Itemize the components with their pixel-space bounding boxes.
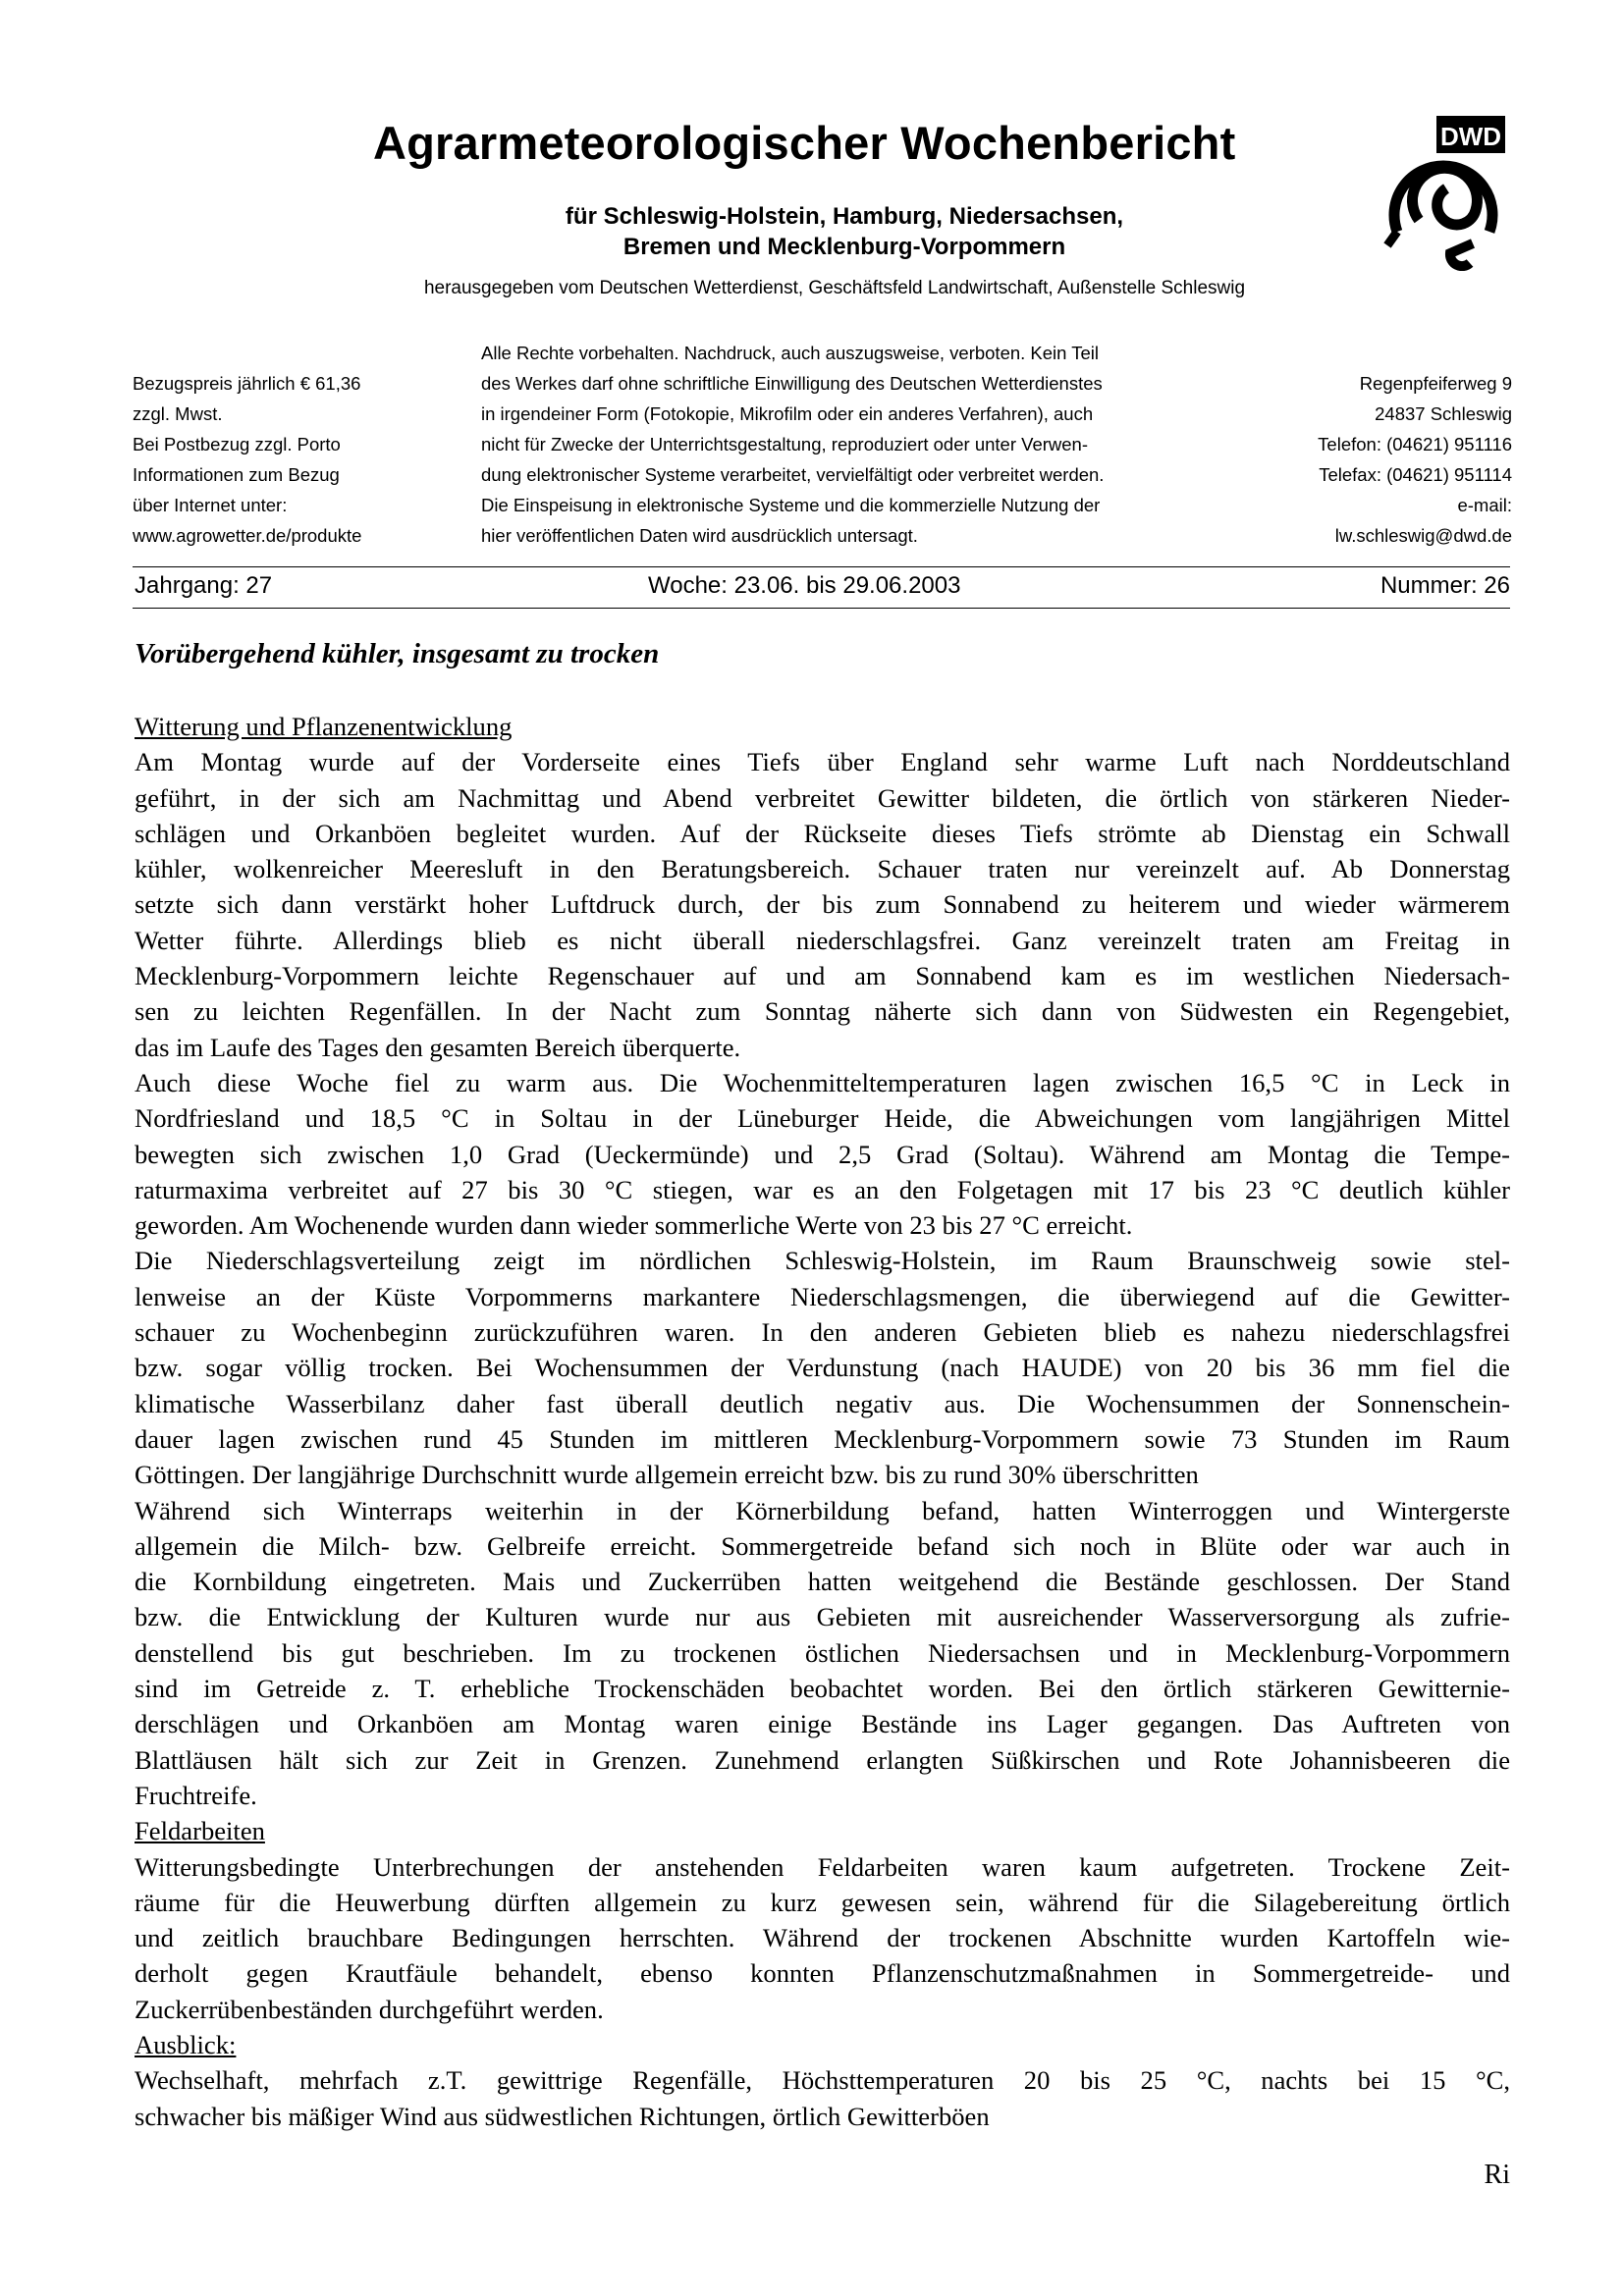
body-line: geworden. Am Wochenende wurden dann wieder sommerliche Werte von 23 bis 27 °C erreicht. [135, 1210, 1133, 1241]
page-title: Agrarmeteorologischer Wochenbericht [373, 117, 1236, 169]
divider-bottom [133, 608, 1510, 609]
feldarbeiten-section [135, 1849, 1510, 2027]
address-city: 24837 Schleswig [1375, 403, 1512, 424]
body-line: bzw. die Entwicklung der Kulturen wurde nur aus Gebieten mit ausreichender Wasserversorgung als zufrie- [135, 1602, 1510, 1632]
address-street: Regenpfeiferweg 9 [1359, 373, 1512, 394]
ausblick-section [135, 2062, 1510, 2134]
divider-top [133, 566, 1510, 567]
body-line: Blattläusen hält sich zur Zeit in Grenzen. Zunehmend erlangten Süßkirschen und Rote Johannisbeeren die [135, 1744, 1510, 1775]
address-email-label: e-mail: [1457, 495, 1512, 515]
body-line: räume für die Heuwerbung dürften allgemein zu kurz gewesen sein, während für die Silagebereitung örtlich [135, 1887, 1510, 1917]
subtitle-line-1: für Schleswig-Holstein, Hamburg, Niedersachsen, [565, 203, 1124, 230]
issue-number: Nummer: 26 [1380, 572, 1510, 599]
body-line: bewegten sich zwischen 1,0 Grad (Ueckermünde) und 2,5 Grad (Soltau). Während am Montag die Tempe- [135, 1139, 1510, 1169]
body-line: derholt gegen Krautfäule behandelt, ebenso konnten Pflanzenschutzmaßnahmen in Sommergetreide- und [135, 1958, 1510, 1989]
rights-notice [481, 338, 1237, 551]
section-heading-feldarbeiten: Feldarbeiten [135, 1816, 265, 1846]
body-line: schlägen und Orkanböen begleitet wurden. Auf der Rückseite dieses Tiefs strömte ab Dienstag ein Schwall [135, 818, 1510, 848]
body-line: sen zu leichten Regenfällen. In der Nacht zum Sonntag näherte sich dann von Südwesten ein Regengebiet, [135, 996, 1510, 1027]
witterung-section [135, 744, 1510, 1813]
address-block [1217, 368, 1512, 551]
body-line: bzw. sogar völlig trocken. Bei Wochensummen der Verdunstung (nach HAUDE) von 20 bis 36 mm fiel die [135, 1353, 1510, 1383]
body-line: Die Niederschlagsverteilung zeigt im nördlichen Schleswig-Holstein, im Raum Braunschweig sowie stel- [135, 1246, 1510, 1276]
rights-line: Die Einspeisung in elektronische Systeme und die kommerzielle Nutzung der [481, 495, 1101, 515]
body-line: schwacher bis mäßiger Wind aus südwestlichen Richtungen, örtlich Gewitterböen [135, 2101, 990, 2131]
body-line: Mecklenburg-Vorpommern leichte Regenschauer auf und am Sonnabend kam es im westlichen Niedersach- [135, 961, 1510, 991]
body-line: die Kornbildung eingetreten. Mais und Zuckerrüben hatten weitgehend die Bestände geschlossen. Der Stand [135, 1567, 1510, 1597]
body-line: derschlägen und Orkanböen am Montag waren einige Bestände ins Lager gegangen. Das Auftreten von [135, 1709, 1510, 1739]
body-line: Witterungsbedingte Unterbrechungen der anstehenden Feldarbeiten waren kaum aufgetreten. Trockene Zeit- [135, 1851, 1510, 1882]
body-line: Auch diese Woche fiel zu warm aus. Die Wochenmitteltemperaturen lagen zwischen 16,5 °C in Leck in [135, 1067, 1510, 1097]
report-body [135, 709, 1510, 2134]
subscription-info [133, 368, 447, 551]
body-line: schauer zu Wochenbeginn zurückzuführen waren. In den anderen Gebieten blieb es nahezu niederschlagsfrei [135, 1317, 1510, 1348]
subscription-line: über Internet unter: [133, 495, 288, 515]
subscription-line: Bei Postbezug zzgl. Porto [133, 434, 341, 454]
rights-line: Alle Rechte vorbehalten. Nachdruck, auch auszugsweise, verboten. Kein Teil [481, 343, 1100, 363]
issue-volume: Jahrgang: 27 [135, 572, 273, 599]
body-line: Wetter führte. Allerdings blieb es nicht überall niederschlagsfrei. Ganz vereinzelt traten am Freitag in [135, 925, 1510, 955]
publisher-line: herausgegeben vom Deutschen Wetterdienst, Geschäftsfeld Landwirtschaft, Außenstelle Schleswig [423, 278, 1246, 298]
report-headline: Vorübergehend kühler, insgesamt zu trocken [135, 638, 660, 669]
logo-text: DWD [1439, 122, 1502, 151]
address-fax: Telefax: (04621) 951114 [1319, 464, 1512, 485]
rights-line: dung elektronischer Systeme verarbeitet, vervielfältigt oder verbreitet werden. [481, 464, 1105, 485]
body-line: Zuckerrübenbeständen durchgeführt werden. [135, 1994, 604, 2024]
body-line: und zeitlich brauchbare Bedingungen herrschten. Während der trockenen Abschnitte wurden Kartoffeln wie- [135, 1923, 1510, 1953]
body-line: Nordfriesland und 18,5 °C in Soltau in der Lüneburger Heide, die Abweichungen vom langjährigen Mittel [135, 1103, 1510, 1134]
body-line: Am Montag wurde auf der Vorderseite eines Tiefs über England sehr warme Luft nach Norddeutschland [135, 747, 1510, 777]
dwd-logo [1380, 116, 1512, 271]
rights-line: nicht für Zwecke der Unterrichtsgestaltung, reproduziert oder unter Verwen- [481, 434, 1088, 454]
subscription-line: zzgl. Mwst. [133, 403, 223, 424]
issue-week: Woche: 23.06. bis 29.06.2003 [648, 572, 961, 599]
subscription-url: www.agrowetter.de/produkte [133, 525, 362, 546]
body-line: lenweise an der Küste Vorpommerns markantere Niederschlagsmengen, die überwiegend auf die Gewitter- [135, 1281, 1510, 1311]
rights-line: in irgendeiner Form (Fotokopie, Mikrofilm oder ein anderes Verfahren), auch [481, 403, 1094, 424]
body-line: geführt, in der sich am Nachmittag und Abend verbreitet Gewitter bildeten, die örtlich von stärkeren Nieder- [135, 782, 1510, 813]
section-heading-witterung: Witterung und Pflanzenentwicklung [135, 712, 513, 741]
body-line: klimatische Wasserbilanz daher fast überall deutlich negativ aus. Die Wochensummen der Sonnenschein- [135, 1388, 1510, 1418]
rights-line: des Werkes darf ohne schriftliche Einwilligung des Deutschen Wetterdienstes [481, 373, 1103, 394]
body-line: sind im Getreide z. T. erhebliche Trockenschäden beobachtet worden. Bei den örtlich stärkeren Gewitternie- [135, 1674, 1510, 1704]
body-line: Wechselhaft, mehrfach z.T. gewittrige Regenfälle, Höchsttemperaturen 20 bis 25 °C, nachts bei 15 °C, [135, 2065, 1510, 2096]
rights-line: hier veröffentlichen Daten wird ausdrücklich untersagt. [481, 525, 918, 546]
section-heading-ausblick: Ausblick: [135, 2029, 237, 2059]
author-signature: Ri [1484, 2160, 1510, 2190]
body-line: das im Laufe des Tages den gesamten Bereich überquerte. [135, 1032, 741, 1062]
body-line: Fruchtreife. [135, 1780, 257, 1810]
subscription-line: Informationen zum Bezug [133, 464, 340, 485]
body-line: setzte sich dann verstärkt hoher Luftdruck durch, der bis zum Sonnabend zu heiterem und wieder wärmerem [135, 889, 1510, 920]
body-line: dauer lagen zwischen rund 45 Stunden im mittleren Mecklenburg-Vorpommern sowie 73 Stunden im Raum [135, 1423, 1510, 1454]
body-line: Während sich Winterraps weiterhin in der Körnerbildung befand, hatten Winterroggen und Wintergerste [135, 1495, 1510, 1525]
subtitle [442, 201, 1247, 262]
body-line: allgemein die Milch- bzw. Gelbreife erreicht. Sommergetreide befand sich noch in Blüte oder war auch in [135, 1530, 1510, 1561]
body-line: denstellend bis gut beschrieben. Im zu trockenen östlichen Niedersachsen und in Mecklenburg-Vorpommern [135, 1637, 1510, 1668]
body-line: kühler, wolkenreicher Meeresluft in den Beratungsbereich. Schauer traten nur vereinzelt auf. Ab Donnerstag [135, 854, 1510, 884]
address-phone: Telefon: (04621) 951116 [1318, 434, 1512, 454]
subtitle-line-2: Bremen und Mecklenburg-Vorpommern [622, 234, 1066, 260]
subscription-line: Bezugspreis jährlich € 61,36 [133, 373, 361, 394]
address-email: lw.schleswig@dwd.de [1334, 525, 1512, 546]
body-line: raturmaxima verbreitet auf 27 bis 30 °C stiegen, war es an den Folgetagen mit 17 bis 23 °C deutlich kühler [135, 1174, 1510, 1204]
body-line: Göttingen. Der langjährige Durchschnitt wurde allgemein erreicht bzw. bis zu rund 30% überschritten [135, 1460, 1199, 1490]
